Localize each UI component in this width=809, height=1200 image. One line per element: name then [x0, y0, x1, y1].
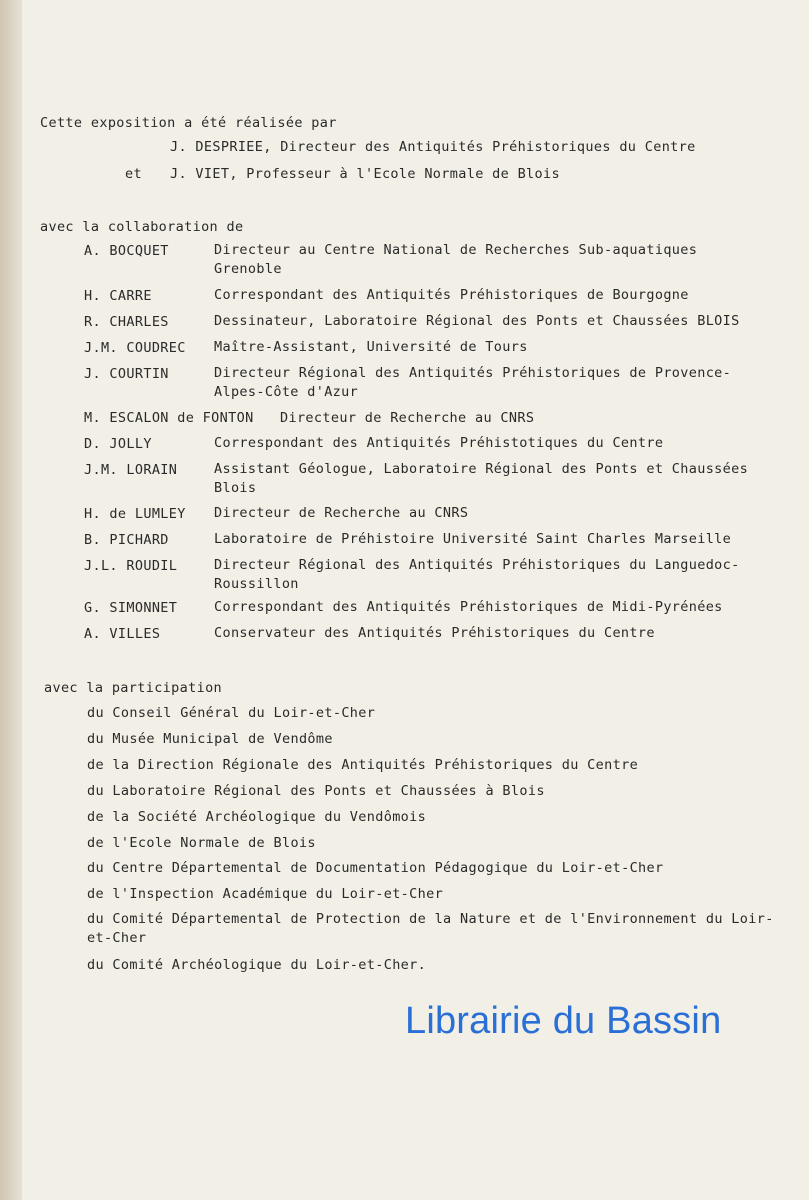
participation-item: de la Société Archéologique du Vendômois	[87, 809, 427, 825]
collaborator-name: R. CHARLES	[84, 314, 169, 330]
collaborator-role: Directeur Régional des Antiquités Préhistoriques de Provence-Alpes-Côte d'Azur	[214, 365, 732, 400]
collaborator-role: Directeur de Recherche au CNRS	[214, 505, 469, 521]
participation-heading: avec la participation	[44, 680, 223, 696]
collaborator-role: Maître-Assistant, Université de Tours	[214, 339, 528, 355]
participation-item: du Laboratoire Régional des Ponts et Chaussées à Blois	[87, 783, 545, 799]
collaborator-role: Correspondant des Antiquités Préhistoriques de Midi-Pyrénées	[214, 599, 723, 615]
participation-item: du Centre Départemental de Documentation Pédagogique du Loir-et-Cher	[87, 860, 664, 876]
collaborator-name: M. ESCALON de FONTON	[84, 410, 254, 426]
collaborator-role: Correspondant des Antiquités Préhistoriques de Bourgogne	[214, 287, 689, 303]
participation-item: de la Direction Régionale des Antiquités Préhistoriques du Centre	[87, 757, 639, 773]
collaborator-role: Directeur de Recherche au CNRS	[280, 410, 535, 426]
participation-item: de l'Inspection Académique du Loir-et-Cher	[87, 886, 444, 902]
collaborator-role: Dessinateur, Laboratoire Régional des Ponts et Chaussées BLOIS	[214, 313, 740, 329]
collaborator-name: G. SIMONNET	[84, 600, 178, 616]
participation-item: de l'Ecole Normale de Blois	[87, 835, 316, 851]
participation-item: du Comité Départemental de Protection de la Nature et de l'Environnement du Loir-et-Cher	[87, 911, 774, 946]
participation-item: du Conseil Général du Loir-et-Cher	[87, 705, 376, 721]
author-viet: J. VIET, Professeur à l'Ecole Normale de Blois	[170, 166, 560, 182]
watermark-text: Librairie du Bassin	[405, 1000, 722, 1042]
collaborator-role: Laboratoire de Préhistoire Université Saint Charles Marseille	[214, 531, 732, 547]
collaborator-name: H. de LUMLEY	[84, 506, 186, 522]
collaborator-name: D. JOLLY	[84, 436, 152, 452]
author-despriee: J. DESPRIEE, Directeur des Antiquités Préhistoriques du Centre	[170, 139, 696, 155]
intro-line: Cette exposition a été réalisée par	[40, 115, 337, 131]
collaborator-role: Correspondant des Antiquités Préhistotiques du Centre	[214, 435, 664, 451]
collaborator-name: A. VILLES	[84, 626, 161, 642]
participation-item: du Comité Archéologique du Loir-et-Cher.	[87, 957, 427, 973]
collaborator-name: J.M. LORAIN	[84, 462, 178, 478]
connector-et: et	[125, 166, 142, 182]
collaborator-name: A. BOCQUET	[84, 243, 169, 259]
page-binding-shadow	[0, 0, 22, 1200]
collaborator-name: J.L. ROUDIL	[84, 558, 178, 574]
collaborator-name: J. COURTIN	[84, 366, 169, 382]
collaborator-role: Assistant Géologue, Laboratoire Régional des Ponts et Chaussées Blois	[214, 461, 749, 496]
document-page	[22, 0, 809, 1200]
collaborator-role: Directeur Régional des Antiquités Préhistoriques du Languedoc-Roussillon	[214, 557, 740, 592]
collaborator-name: H. CARRE	[84, 288, 152, 304]
collaborator-role: Directeur au Centre National de Recherches Sub-aquatiques Grenoble	[214, 242, 698, 277]
collaborator-name: J.M. COUDREC	[84, 340, 186, 356]
collaborator-role: Conservateur des Antiquités Préhistoriques du Centre	[214, 625, 655, 641]
participation-item: du Musée Municipal de Vendôme	[87, 731, 333, 747]
collaborator-name: B. PICHARD	[84, 532, 169, 548]
collaboration-heading: avec la collaboration de	[40, 219, 244, 235]
